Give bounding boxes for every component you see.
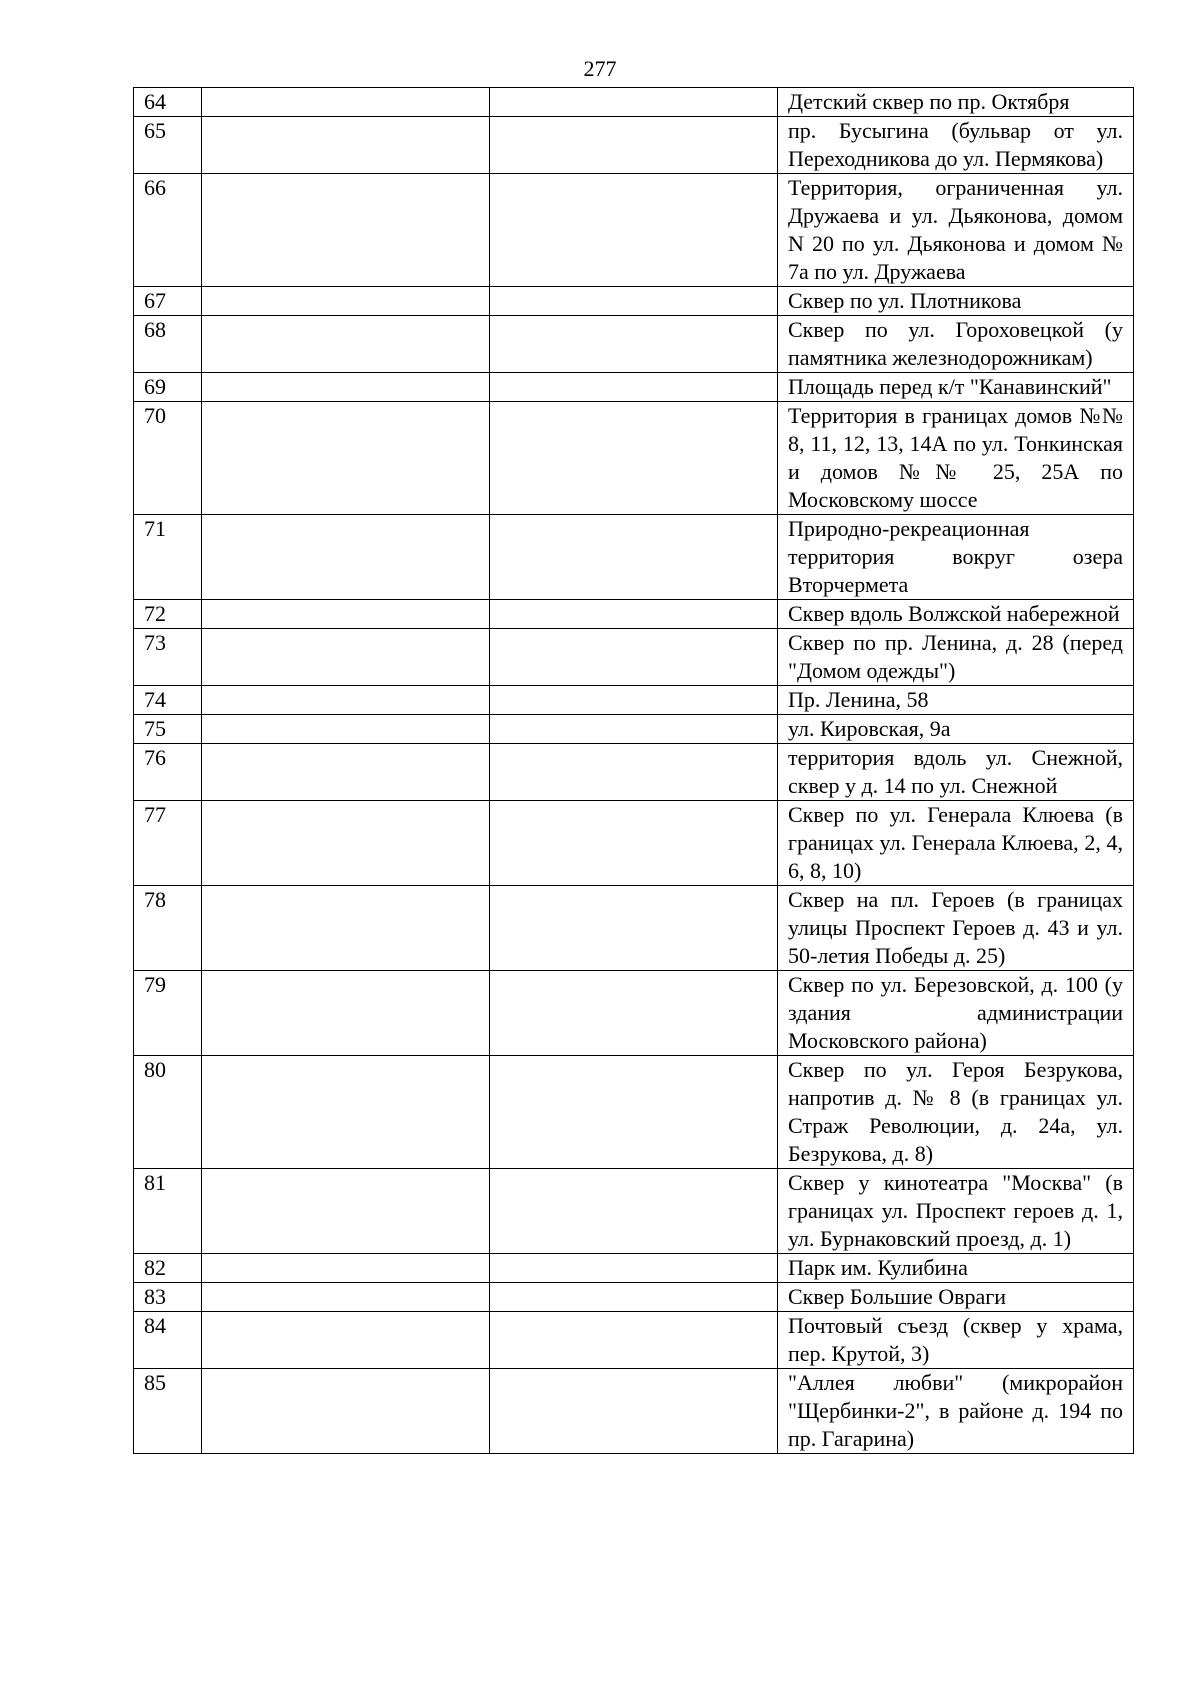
row-number: 75: [134, 715, 202, 744]
row-number: 74: [134, 686, 202, 715]
object-name: пр. Бусыгина (бульвар от ул. Переходникова до ул. Пермякова): [778, 117, 1134, 174]
row-number: 64: [134, 88, 202, 117]
table-row: [134, 88, 1134, 117]
empty-cell-col3: [490, 1283, 778, 1312]
table-row: [134, 373, 1134, 402]
empty-cell-col3: [490, 1312, 778, 1369]
empty-cell-col3: [490, 686, 778, 715]
object-name: Сквер по ул. Гороховецкой (у памятника железнодорожникам): [778, 316, 1134, 373]
table-row: [134, 629, 1134, 686]
object-name: Парк им. Кулибина: [778, 1254, 1134, 1283]
object-name: Сквер у кинотеатра "Москва" (в границах ул. Проспект героев д. 1, ул. Бурнаковский проезд, д. 1): [778, 1169, 1134, 1254]
empty-cell-col3: [490, 316, 778, 373]
row-number: 69: [134, 373, 202, 402]
empty-cell-col3: [490, 801, 778, 886]
empty-cell-col3: [490, 287, 778, 316]
empty-cell-col2: [202, 287, 490, 316]
row-number: 85: [134, 1369, 202, 1454]
empty-cell-col3: [490, 971, 778, 1056]
table-row: [134, 715, 1134, 744]
page-number: 277: [583, 56, 617, 81]
empty-cell-col2: [202, 1254, 490, 1283]
table-row: [134, 886, 1134, 971]
row-number: 72: [134, 600, 202, 629]
object-name: Детский сквер по пр. Октября: [778, 88, 1134, 117]
empty-cell-col3: [490, 88, 778, 117]
object-name: Сквер по ул. Генерала Клюева (в границах ул. Генерала Клюева, 2, 4, 6, 8, 10): [778, 801, 1134, 886]
row-number: 82: [134, 1254, 202, 1283]
object-name: ул. Кировская, 9а: [778, 715, 1134, 744]
empty-cell-col2: [202, 629, 490, 686]
empty-cell-col2: [202, 715, 490, 744]
object-name: Территория в границах домов №№ 8, 11, 12, 13, 14А по ул. Тонкинская и домов №№ 25, 25А по Московскому шоссе: [778, 402, 1134, 515]
empty-cell-col3: [490, 515, 778, 600]
empty-cell-col2: [202, 515, 490, 600]
empty-cell-col3: [490, 629, 778, 686]
empty-cell-col3: [490, 715, 778, 744]
empty-cell-col2: [202, 1369, 490, 1454]
empty-cell-col3: [490, 1169, 778, 1254]
object-name: Территория, ограниченная ул. Дружаева и ул. Дьяконова, домом N 20 по ул. Дьяконова и домом № 7а по ул. Дружаева: [778, 174, 1134, 287]
object-name: Природно-рекреационная территория вокруг озера Вторчермета: [778, 515, 1134, 600]
empty-cell-col2: [202, 316, 490, 373]
row-number: 79: [134, 971, 202, 1056]
empty-cell-col2: [202, 686, 490, 715]
empty-cell-col2: [202, 117, 490, 174]
table-row: [134, 1169, 1134, 1254]
table-row: [134, 515, 1134, 600]
object-name: Сквер по пр. Ленина, д. 28 (перед "Домом одежды"): [778, 629, 1134, 686]
table-row: [134, 1056, 1134, 1169]
row-number: 81: [134, 1169, 202, 1254]
row-number: 76: [134, 744, 202, 801]
object-name: территория вдоль ул. Снежной, сквер у д. 14 по ул. Снежной: [778, 744, 1134, 801]
empty-cell-col3: [490, 174, 778, 287]
empty-cell-col2: [202, 886, 490, 971]
empty-cell-col3: [490, 402, 778, 515]
table-row: [134, 686, 1134, 715]
object-name: Сквер по ул. Плотникова: [778, 287, 1134, 316]
table-row: [134, 801, 1134, 886]
table-row: [134, 174, 1134, 287]
empty-cell-col2: [202, 1283, 490, 1312]
object-name: Сквер Большие Овраги: [778, 1283, 1134, 1312]
row-number: 84: [134, 1312, 202, 1369]
object-name: Сквер на пл. Героев (в границах улицы Проспект Героев д. 43 и ул. 50-летия Победы д. 25): [778, 886, 1134, 971]
row-number: 78: [134, 886, 202, 971]
empty-cell-col2: [202, 600, 490, 629]
object-name: Пр. Ленина, 58: [778, 686, 1134, 715]
empty-cell-col2: [202, 1056, 490, 1169]
object-name: Сквер по ул. Березовской, д. 100 (у здания администрации Московского района): [778, 971, 1134, 1056]
table-body: [134, 88, 1134, 1454]
row-number: 67: [134, 287, 202, 316]
empty-cell-col2: [202, 373, 490, 402]
empty-cell-col3: [490, 373, 778, 402]
object-name: Сквер вдоль Волжской набережной: [778, 600, 1134, 629]
object-name: Почтовый съезд (сквер у храма, пер. Крутой, 3): [778, 1312, 1134, 1369]
table-row: [134, 744, 1134, 801]
table-row: [134, 1283, 1134, 1312]
row-number: 80: [134, 1056, 202, 1169]
empty-cell-col3: [490, 886, 778, 971]
empty-cell-col2: [202, 1312, 490, 1369]
table-row: [134, 600, 1134, 629]
row-number: 71: [134, 515, 202, 600]
empty-cell-col2: [202, 174, 490, 287]
empty-cell-col3: [490, 1254, 778, 1283]
empty-cell-col3: [490, 744, 778, 801]
row-number: 70: [134, 402, 202, 515]
table-row: [134, 1312, 1134, 1369]
table-row: [134, 287, 1134, 316]
objects-table: [133, 87, 1134, 1454]
table-row: [134, 971, 1134, 1056]
row-number: 68: [134, 316, 202, 373]
row-number: 77: [134, 801, 202, 886]
empty-cell-col2: [202, 1169, 490, 1254]
row-number: 73: [134, 629, 202, 686]
empty-cell-col3: [490, 1369, 778, 1454]
row-number: 83: [134, 1283, 202, 1312]
empty-cell-col3: [490, 117, 778, 174]
table-row: [134, 117, 1134, 174]
empty-cell-col2: [202, 88, 490, 117]
table-row: [134, 316, 1134, 373]
object-name: "Аллея любви" (микрорайон "Щербинки-2", в районе д. 194 по пр. Гагарина): [778, 1369, 1134, 1454]
row-number: 66: [134, 174, 202, 287]
empty-cell-col2: [202, 801, 490, 886]
table-row: [134, 402, 1134, 515]
empty-cell-col3: [490, 1056, 778, 1169]
empty-cell-col2: [202, 971, 490, 1056]
object-name: Площадь перед к/т "Канавинский": [778, 373, 1134, 402]
empty-cell-col2: [202, 402, 490, 515]
object-name: Сквер по ул. Героя Безрукова, напротив д. № 8 (в границах ул. Страж Революции, д. 24а, ул. Безрукова, д. 8): [778, 1056, 1134, 1169]
table-row: [134, 1369, 1134, 1454]
row-number: 65: [134, 117, 202, 174]
table-row: [134, 1254, 1134, 1283]
empty-cell-col2: [202, 744, 490, 801]
empty-cell-col3: [490, 600, 778, 629]
